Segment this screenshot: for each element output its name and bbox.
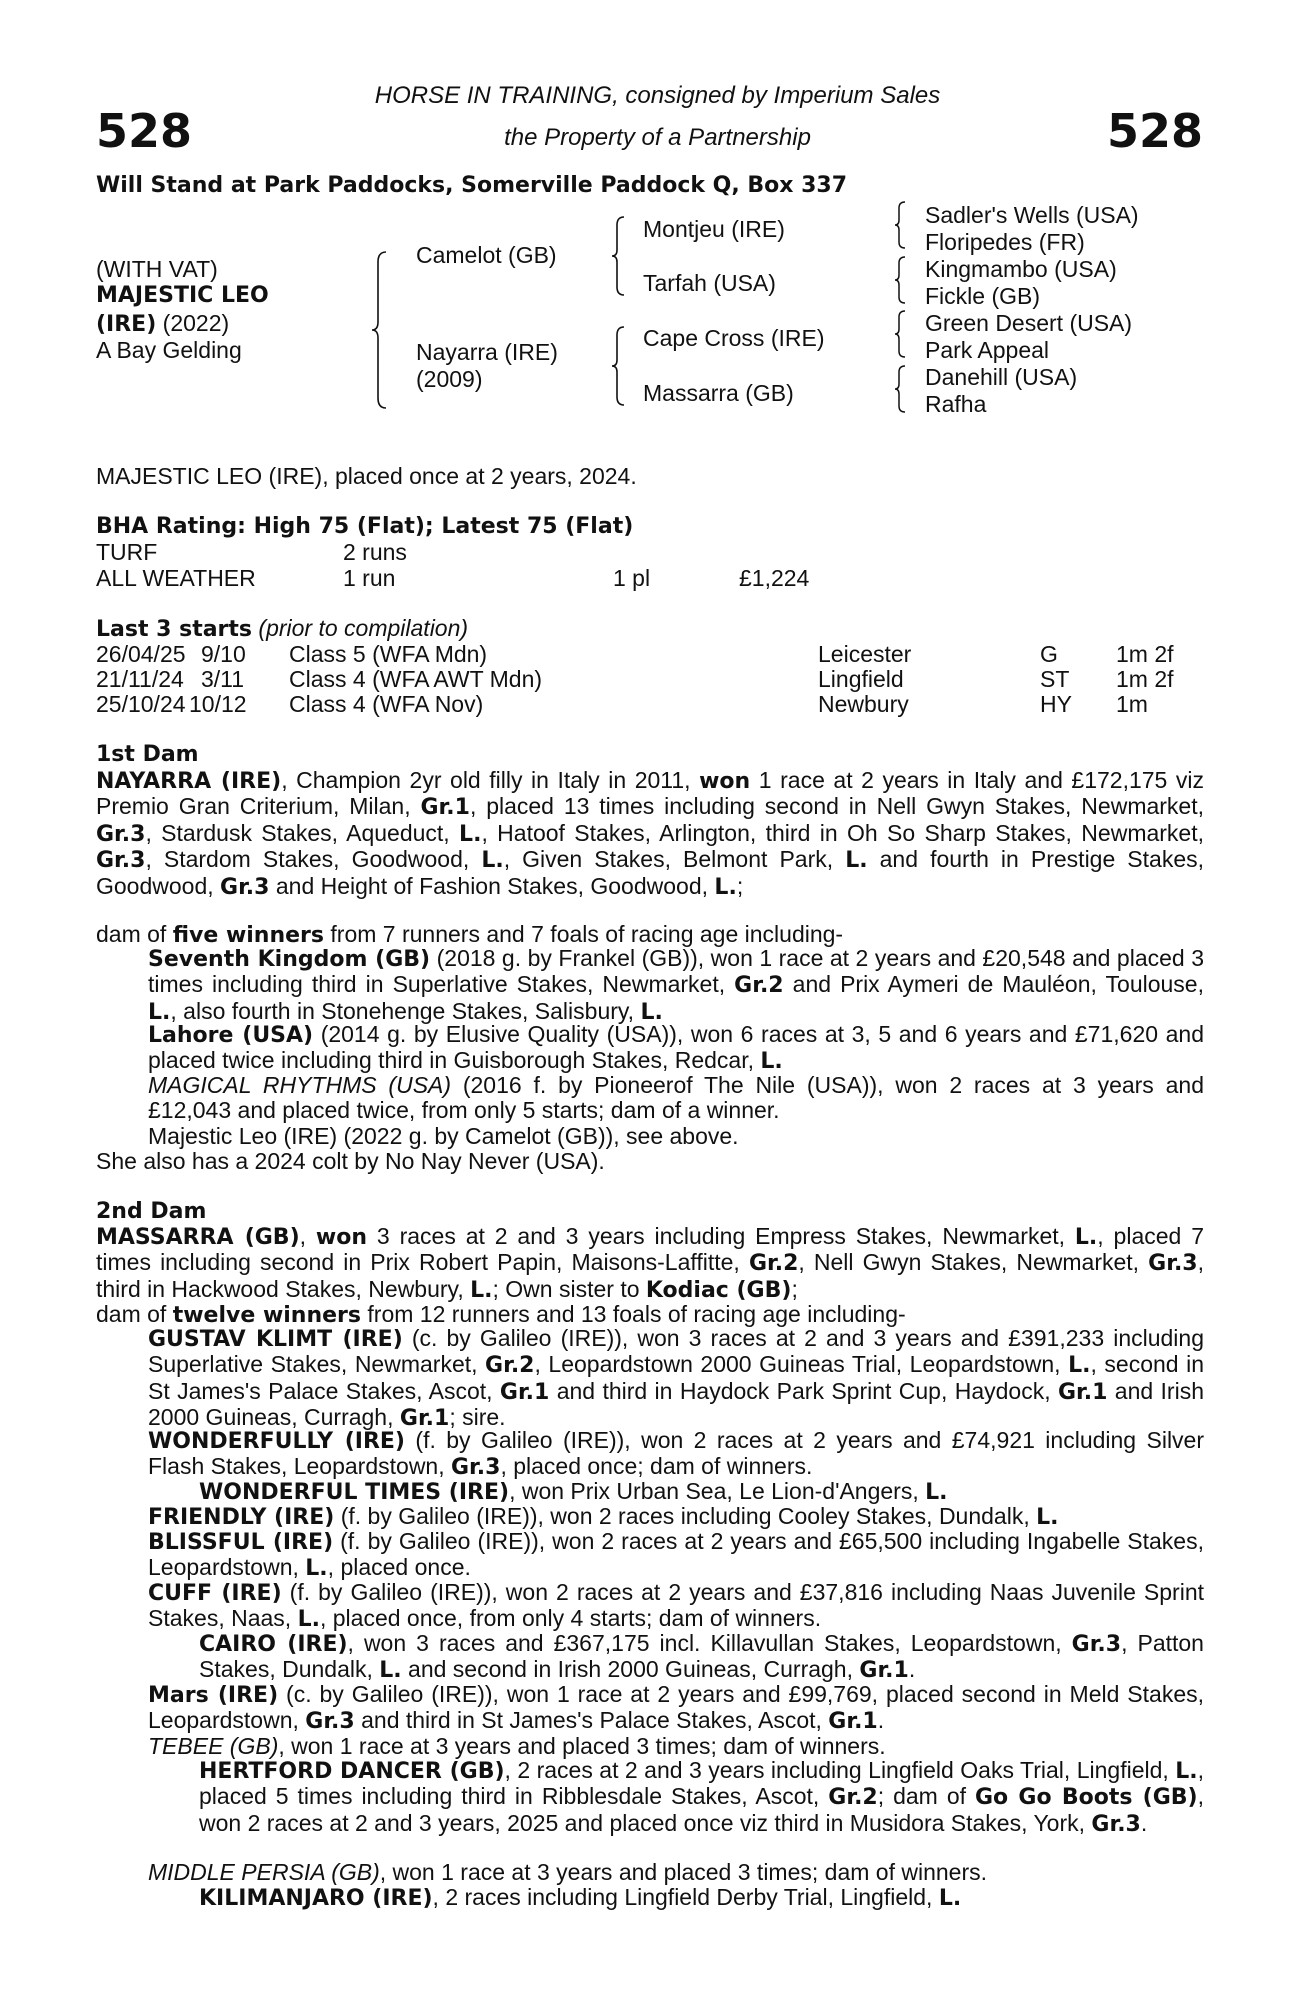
pedigree-g4: Fickle (GB) <box>925 283 1040 309</box>
pedigree-dam-dam: Massarra (GB) <box>643 380 794 406</box>
offspring-seventh-kingdom: Seventh Kingdom (GB) (2018 g. by Frankel (GB)), won 1 race at 2 years and £20,548 and placed 3 times including third in Superlative Stakes, Newmarket, Gr.2 and Prix Aymeri de Mauléon, Toulouse, L., also fourth in Stonehenge Stakes, Salisbury, L. <box>148 945 1204 1025</box>
start-position: 9/10 <box>201 641 246 667</box>
turf-runs: 2 runs <box>343 539 407 565</box>
stand-location: Will Stand at Park Paddocks, Somerville Paddock Q, Box 337 <box>96 173 848 198</box>
start-course: Lingfield <box>818 666 904 692</box>
pedigree-sire: Camelot (GB) <box>416 242 557 268</box>
pedigree-g2: Floripedes (FR) <box>925 229 1085 255</box>
pedigree-sire-dam: Tarfah (USA) <box>643 270 776 296</box>
offspring-tebee: TEBEE (GB), won 1 race at 3 years and placed 3 times; dam of winners. <box>148 1733 886 1759</box>
offspring-lahore: Lahore (USA) (2014 g. by Elusive Quality (USA)), won 6 races at 3, 5 and 6 years and £71,620 and placed twice including third in Guisborough Stakes, Redcar, L. <box>148 1021 1204 1075</box>
offspring-mars: Mars (IRE) (c. by Galileo (IRE)), won 1 race at 2 years and £99,769, placed second in Meld Stakes, Leopardstown, Gr.3 and third in St James's Palace Stakes, Ascot, Gr.1. <box>148 1681 1205 1735</box>
pedigree-dam-sire: Cape Cross (IRE) <box>643 325 825 351</box>
consignment-line: HORSE IN TRAINING, consigned by Imperium Sales <box>374 82 941 109</box>
offspring-gustav-klimt: GUSTAV KLIMT (IRE) (c. by Galileo (IRE)), won 3 races at 2 and 3 years and £391,233 including Superlative Stakes, Newmarket, Gr.2, Leopardstown 2000 Guineas Trial, Leopardstown, L., second in St James's Palace Stakes, Ascot, Gr.1 and third in Haydock Park Sprint Cup, Haydock, Gr.1 and Irish 2000 Guineas, Curragh, Gr.1; sire. <box>148 1325 1204 1432</box>
start-course: Leicester <box>818 641 912 667</box>
pedigree-dam: Nayarra (IRE) <box>416 339 558 365</box>
start-race: Class 4 (WFA AWT Mdn) <box>289 666 543 692</box>
start-date: 26/04/25 <box>96 641 186 667</box>
vat-note: (WITH VAT) <box>96 256 218 282</box>
pedigree-g8: Rafha <box>925 391 987 417</box>
pedigree-g5: Green Desert (USA) <box>925 310 1133 336</box>
start-race: Class 5 (WFA Mdn) <box>289 641 488 667</box>
pedigree-brace-2 <box>610 215 626 297</box>
bha-rating-heading: BHA Rating: High 75 (Flat); Latest 75 (Flat) <box>96 514 634 539</box>
start-distance: 1m <box>1116 691 1148 717</box>
start-position: 10/12 <box>189 691 247 717</box>
turf-label: TURF <box>96 539 158 565</box>
all-weather-prize: £1,224 <box>739 565 810 591</box>
first-dam-produce-summary: dam of five winners from 7 runners and 7 foals of racing age including- <box>96 921 844 948</box>
first-dam-heading: 1st Dam <box>96 742 199 767</box>
offspring-cuff: CUFF (IRE) (f. by Galileo (IRE)), won 2 races at 2 years and £37,816 including Naas Juvenile Sprint Stakes, Naas, L., placed once, from only 4 starts; dam of winners. <box>148 1579 1204 1633</box>
offspring-cairo: CAIRO (IRE), won 3 races and £367,175 incl. Killavullan Stakes, Leopardstown, Gr.3, Patton Stakes, Dundalk, L. and second in Irish 2000 Guineas, Curragh, Gr.1. <box>199 1630 1204 1684</box>
property-line: the Property of a Partnership <box>504 124 811 151</box>
start-going: ST <box>1040 666 1070 692</box>
pedigree-g7: Danehill (USA) <box>925 364 1078 390</box>
all-weather-runs: 1 run <box>343 565 396 591</box>
start-race: Class 4 (WFA Nov) <box>289 691 484 717</box>
start-course: Newbury <box>818 691 909 717</box>
all-weather-placed: 1 pl <box>613 565 651 591</box>
pedigree-dam-year: (2009) <box>416 366 483 392</box>
pedigree-g6: Park Appeal <box>925 337 1050 363</box>
last-starts-heading: Last 3 starts (prior to compilation) <box>96 615 469 642</box>
first-dam-2024-foal: She also has a 2024 colt by No Nay Never (USA). <box>96 1148 605 1174</box>
horse-origin-year: (IRE) (2022) <box>96 310 230 337</box>
pedigree-sire-sire: Montjeu (IRE) <box>643 216 785 242</box>
pedigree-brace-7 <box>893 364 907 414</box>
start-distance: 1m 2f <box>1116 641 1174 667</box>
lot-number-left: 528 <box>96 104 193 158</box>
start-distance: 1m 2f <box>1116 666 1174 692</box>
pedigree-brace-5 <box>893 255 907 305</box>
lot-number-right: 528 <box>1106 104 1203 158</box>
offspring-majestic-leo: Majestic Leo (IRE) (2022 g. by Camelot (GB)), see above. <box>148 1123 739 1149</box>
offspring-magical-rhythms: MAGICAL RHYTHMS (USA) (2016 f. by Pioneerof The Nile (USA)), won 2 races at 3 years and £12,043 and placed twice, from only 5 starts; dam of a winner. <box>148 1072 1204 1124</box>
start-position: 3/11 <box>201 666 245 692</box>
second-dam-heading: 2nd Dam <box>96 1199 207 1224</box>
offspring-middle-persia: MIDDLE PERSIA (GB), won 1 race at 3 years and placed 3 times; dam of winners. <box>148 1859 988 1885</box>
race-summary: MAJESTIC LEO (IRE), placed once at 2 years, 2024. <box>96 463 637 489</box>
offspring-friendly: FRIENDLY (IRE) (f. by Galileo (IRE)), won 2 races including Cooley Stakes, Dundalk, L. <box>148 1503 1059 1530</box>
pedigree-brace-1 <box>370 250 388 410</box>
pedigree-brace-6 <box>893 309 907 359</box>
offspring-kilimanjaro: KILIMANJARO (IRE), 2 races including Lingfield Derby Trial, Lingfield, L. <box>199 1884 962 1911</box>
start-going: HY <box>1040 691 1072 717</box>
pedigree-g3: Kingmambo (USA) <box>925 256 1117 282</box>
pedigree-g1: Sadler's Wells (USA) <box>925 202 1139 228</box>
start-date: 25/10/24 <box>96 691 186 717</box>
pedigree-brace-4 <box>893 200 907 250</box>
pedigree-brace-3 <box>610 325 626 407</box>
offspring-hertford-dancer: HERTFORD DANCER (GB), 2 races at 2 and 3 years including Lingfield Oaks Trial, Lingfield, L., placed 5 times including third in Ribblesdale Stakes, Ascot, Gr.2; dam of Go Go Boots (GB), won 2 races at 2 and 3 years, 2025 and placed once viz third in Musidora Stakes, York, Gr.3. <box>199 1757 1205 1837</box>
offspring-blissful: BLISSFUL (IRE) (f. by Galileo (IRE)), won 2 races at 2 years and £65,500 including Ingabelle Stakes, Leopardstown, L., placed once. <box>148 1528 1204 1582</box>
second-dam-produce-summary: dam of twelve winners from 12 runners and 13 foals of racing age including- <box>96 1301 906 1328</box>
all-weather-label: ALL WEATHER <box>96 565 256 591</box>
second-dam-record: MASSARRA (GB), won 3 races at 2 and 3 years including Empress Stakes, Newmarket, L., placed 7 times including second in Prix Robert Papin, Maisons-Laffitte, Gr.2, Nell Gwyn Stakes, Newmarket, Gr.3, third in Hackwood Stakes, Newbury, L.; Own sister to Kodiac (GB); <box>96 1223 1204 1303</box>
first-dam-record: NAYARRA (IRE), Champion 2yr old filly in Italy in 2011, won 1 race at 2 years in Italy and £172,175 viz Premio Gran Criterium, Milan, Gr.1, placed 13 times including second in Nell Gwyn Stakes, Newmarket, Gr.3, Stardusk Stakes, Aqueduct, L., Hatoof Stakes, Arlington, third in Oh So Sharp Stakes, Newmarket, Gr.3, Stardom Stakes, Goodwood, L., Given Stakes, Belmont Park, L. and fourth in Prestige Stakes, Goodwood, Gr.3 and Height of Fashion Stakes, Goodwood, L.; <box>96 767 1205 900</box>
offspring-wonderful-times: WONDERFUL TIMES (IRE), won Prix Urban Sea, Le Lion-d'Angers, L. <box>199 1478 948 1505</box>
horse-name: MAJESTIC LEO <box>96 283 269 308</box>
start-date: 21/11/24 <box>96 666 184 692</box>
horse-description: A Bay Gelding <box>96 337 242 363</box>
start-going: G <box>1040 641 1058 667</box>
offspring-wonderfully: WONDERFULLY (IRE) (f. by Galileo (IRE)), won 2 races at 2 years and £74,921 including Silver Flash Stakes, Leopardstown, Gr.3, placed once; dam of winners. <box>148 1427 1205 1481</box>
